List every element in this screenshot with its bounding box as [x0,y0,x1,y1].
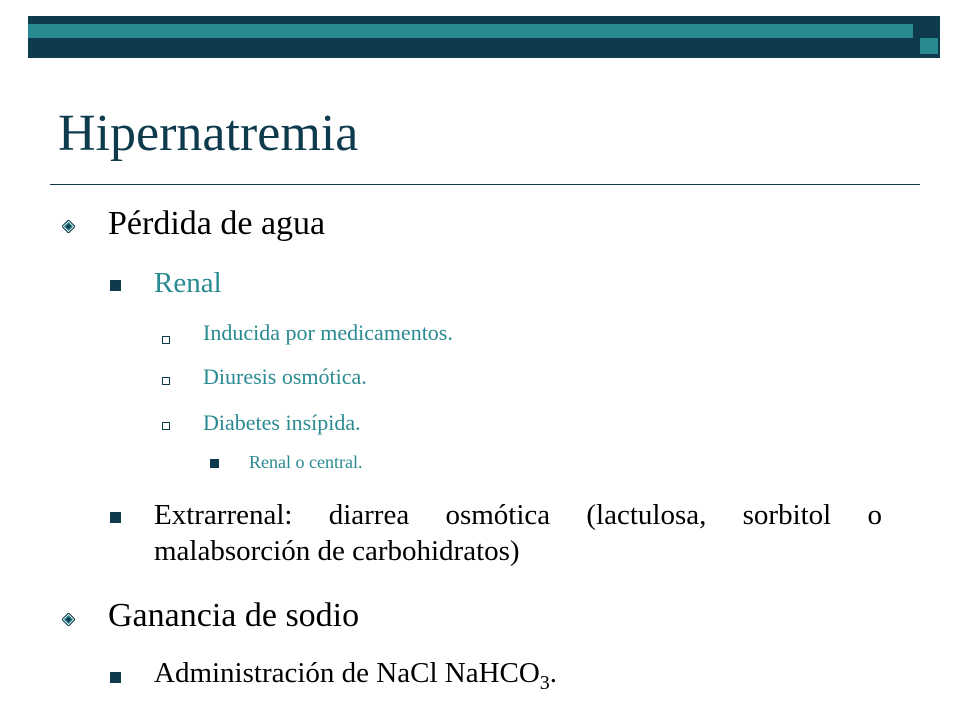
list-item-osmotic-diuresis: Diuresis osmótica. [203,364,367,389]
hollow-square-bullet-icon [162,377,170,385]
list-item-medication: Inducida por medicamentos. [203,320,453,345]
list-item-renal-or-central: Renal o central. [249,452,363,472]
hollow-square-bullet-icon [162,336,170,344]
slide-title: Hipernatremia [58,105,359,162]
nacl-text: Administración de NaCl NaHCO [154,657,540,689]
header-underline [28,56,940,58]
section-heading-sodium-gain: Ganancia de sodio [108,597,360,634]
list-item-nacl-nahco3 [154,657,557,695]
section-heading-water-loss: Pérdida de agua [108,205,326,242]
square-bullet-icon [210,459,219,468]
square-bullet-icon [110,280,121,291]
hollow-square-bullet-icon [162,422,170,430]
diamond-bullet-icon [62,613,75,626]
header-stripe [28,24,913,38]
title-divider [50,184,920,185]
square-bullet-icon [110,672,121,683]
list-item-renal: Renal [154,267,222,299]
header-corner-square [918,16,940,38]
subscript-3: 3 [539,671,550,694]
list-item-diabetes-insipidus: Diabetes insípida. [203,410,361,435]
square-bullet-icon [110,512,121,523]
list-item-extrarenal: Extrarrenal: diarrea osmótica (lactulosa, sorbitol o malabsorción de carbohidratos) [154,499,882,567]
period: . [549,657,558,689]
diamond-bullet-icon [62,220,75,233]
